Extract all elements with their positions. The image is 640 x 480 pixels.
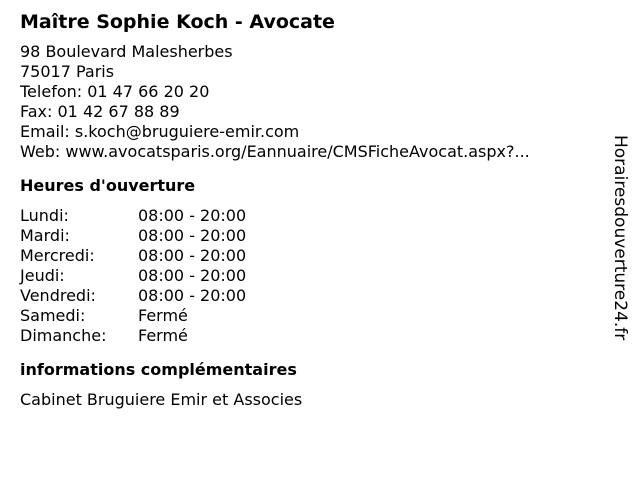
day-hours: 08:00 - 20:00 xyxy=(138,266,247,285)
day-label: Dimanche: xyxy=(20,326,107,345)
email-link[interactable]: s.koch@bruguiere-emir.com xyxy=(74,122,300,141)
fax-label: Fax: xyxy=(20,102,53,121)
hours-row-sunday xyxy=(20,326,600,346)
fax-line xyxy=(20,102,600,122)
day-hours: Fermé xyxy=(138,306,188,325)
phone-label: Telefon: xyxy=(20,82,83,101)
website-link[interactable]: www.avocatsparis.org/Eannuaire/CMSFicheAvocat.aspx?... xyxy=(65,142,530,161)
additional-info-text: Cabinet Bruguiere Emir et Associes xyxy=(20,390,303,409)
web-label: Web: xyxy=(20,142,61,161)
email-line xyxy=(20,122,600,142)
address-city: 75017 Paris xyxy=(20,62,115,81)
day-label: Jeudi: xyxy=(20,266,65,285)
day-label: Samedi: xyxy=(20,306,86,325)
hours-row-wednesday xyxy=(20,246,600,266)
hours-row-tuesday xyxy=(20,226,600,246)
day-label: Lundi: xyxy=(20,206,69,225)
hours-row-thursday xyxy=(20,266,600,286)
day-hours: 08:00 - 20:00 xyxy=(138,286,247,305)
day-label: Vendredi: xyxy=(20,286,96,305)
hours-row-monday xyxy=(20,206,600,226)
address-street: 98 Boulevard Malesherbes xyxy=(20,42,233,61)
hours-row-friday xyxy=(20,286,600,306)
day-hours: 08:00 - 20:00 xyxy=(138,226,247,245)
email-label: Email: xyxy=(20,122,70,141)
day-label: Mardi: xyxy=(20,226,70,245)
page-title: Maître Sophie Koch - Avocate xyxy=(20,11,335,33)
phone-number[interactable]: 01 47 66 20 20 xyxy=(87,82,210,101)
additional-info-heading: informations complémentaires xyxy=(20,360,297,379)
opening-hours-heading: Heures d'ouverture xyxy=(20,176,196,195)
fax-number: 01 42 67 88 89 xyxy=(57,102,180,121)
phone-line xyxy=(20,82,600,102)
brand-watermark: Horairesdouverture24.fr xyxy=(610,135,630,341)
day-hours: Fermé xyxy=(138,326,188,345)
opening-hours-table xyxy=(20,206,600,346)
business-details xyxy=(20,10,600,410)
day-hours: 08:00 - 20:00 xyxy=(138,246,247,265)
day-label: Mercredi: xyxy=(20,246,95,265)
web-line xyxy=(20,142,600,162)
hours-row-saturday xyxy=(20,306,600,326)
day-hours: 08:00 - 20:00 xyxy=(138,206,247,225)
